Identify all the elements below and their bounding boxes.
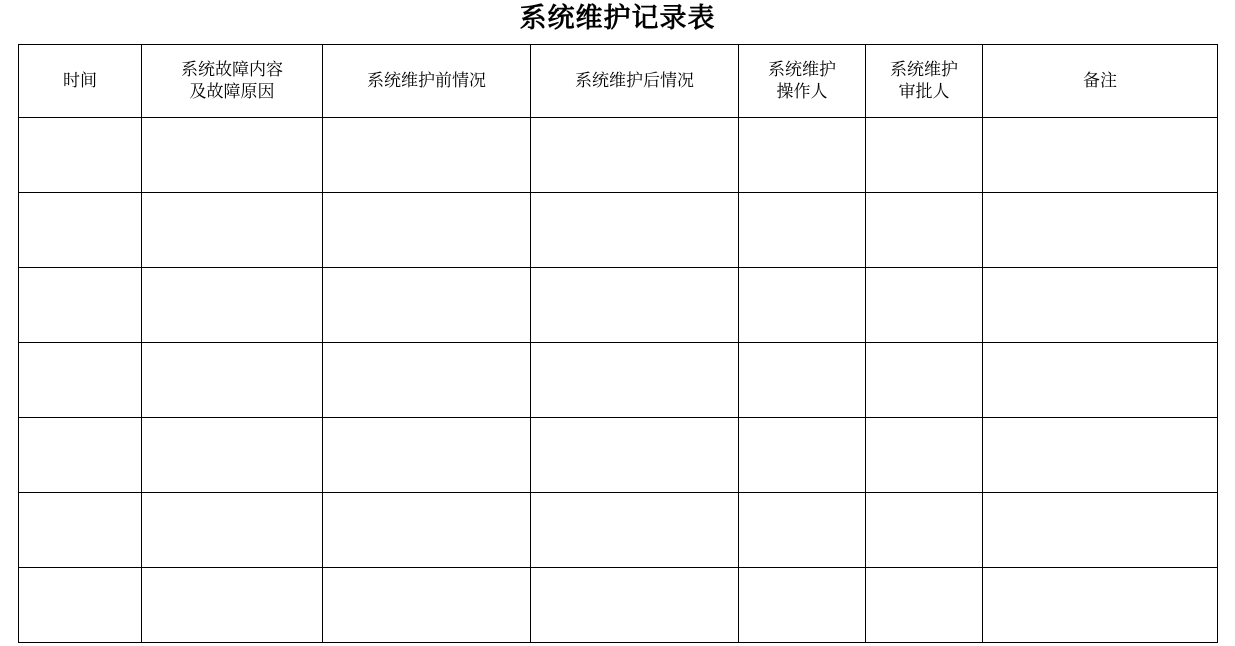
- column-header-remarks-line-1: 备注: [1083, 71, 1117, 91]
- cell-time[interactable]: [19, 567, 142, 642]
- cell-fault[interactable]: [142, 342, 323, 417]
- cell-time[interactable]: [19, 192, 142, 267]
- maintenance-record-table: [18, 44, 1218, 643]
- page-title: 系统维护记录表: [519, 3, 716, 33]
- table-row: [19, 267, 1218, 342]
- cell-remarks[interactable]: [983, 417, 1218, 492]
- cell-time[interactable]: [19, 117, 142, 192]
- cell-operator[interactable]: [739, 567, 866, 642]
- column-header-after-maintenance: [531, 44, 739, 117]
- cell-remarks[interactable]: [983, 567, 1218, 642]
- cell-time[interactable]: [19, 492, 142, 567]
- table-row: [19, 417, 1218, 492]
- cell-operator[interactable]: [739, 267, 866, 342]
- cell-time[interactable]: [19, 267, 142, 342]
- cell-operator[interactable]: [739, 492, 866, 567]
- cell-after[interactable]: [531, 342, 739, 417]
- cell-after[interactable]: [531, 492, 739, 567]
- column-header-remarks: [983, 44, 1218, 117]
- cell-after[interactable]: [531, 567, 739, 642]
- cell-operator[interactable]: [739, 417, 866, 492]
- column-header-time-line-1: 时间: [63, 71, 97, 91]
- cell-before[interactable]: [323, 492, 531, 567]
- cell-approver[interactable]: [866, 567, 983, 642]
- cell-fault[interactable]: [142, 117, 323, 192]
- cell-remarks[interactable]: [983, 117, 1218, 192]
- cell-after[interactable]: [531, 267, 739, 342]
- cell-after[interactable]: [531, 417, 739, 492]
- column-header-fault-content-cause: [142, 44, 323, 117]
- cell-remarks[interactable]: [983, 342, 1218, 417]
- cell-remarks[interactable]: [983, 192, 1218, 267]
- column-header-before-maintenance: [323, 44, 531, 117]
- table-row: [19, 492, 1218, 567]
- column-header-operator-line-2: 操作人: [776, 81, 828, 101]
- cell-operator[interactable]: [739, 192, 866, 267]
- column-header-time: [19, 44, 142, 117]
- table-row: [19, 567, 1218, 642]
- column-header-operator: [739, 44, 866, 117]
- column-header-before-line-1: 系统维护前情况: [367, 71, 486, 91]
- cell-after[interactable]: [531, 192, 739, 267]
- table-row: [19, 192, 1218, 267]
- table-row: [19, 117, 1218, 192]
- document-page: [0, 4, 1235, 646]
- cell-approver[interactable]: [866, 192, 983, 267]
- column-header-operator-line-1: 系统维护: [768, 60, 836, 80]
- cell-before[interactable]: [323, 267, 531, 342]
- cell-fault[interactable]: [142, 492, 323, 567]
- column-header-approver-line-2: 审批人: [898, 81, 950, 101]
- cell-time[interactable]: [19, 342, 142, 417]
- cell-operator[interactable]: [739, 117, 866, 192]
- cell-operator[interactable]: [739, 342, 866, 417]
- cell-remarks[interactable]: [983, 267, 1218, 342]
- cell-approver[interactable]: [866, 117, 983, 192]
- column-header-approver: [866, 44, 983, 117]
- table-container: [0, 44, 1235, 643]
- column-header-after-line-1: 系统维护后情况: [575, 71, 694, 91]
- cell-before[interactable]: [323, 117, 531, 192]
- cell-approver[interactable]: [866, 492, 983, 567]
- cell-before[interactable]: [323, 567, 531, 642]
- cell-fault[interactable]: [142, 192, 323, 267]
- cell-remarks[interactable]: [983, 492, 1218, 567]
- table-body: [19, 117, 1218, 642]
- cell-before[interactable]: [323, 417, 531, 492]
- column-header-fault-line-1: 系统故障内容: [181, 60, 283, 80]
- table-header-row: [19, 44, 1218, 117]
- cell-approver[interactable]: [866, 342, 983, 417]
- column-header-approver-line-1: 系统维护: [890, 60, 958, 80]
- cell-fault[interactable]: [142, 417, 323, 492]
- cell-after[interactable]: [531, 117, 739, 192]
- column-header-fault-line-2: 及故障原因: [189, 81, 275, 101]
- cell-before[interactable]: [323, 192, 531, 267]
- cell-fault[interactable]: [142, 267, 323, 342]
- cell-before[interactable]: [323, 342, 531, 417]
- table-header: [19, 44, 1218, 117]
- cell-approver[interactable]: [866, 417, 983, 492]
- cell-approver[interactable]: [866, 267, 983, 342]
- cell-time[interactable]: [19, 417, 142, 492]
- cell-fault[interactable]: [142, 567, 323, 642]
- table-row: [19, 342, 1218, 417]
